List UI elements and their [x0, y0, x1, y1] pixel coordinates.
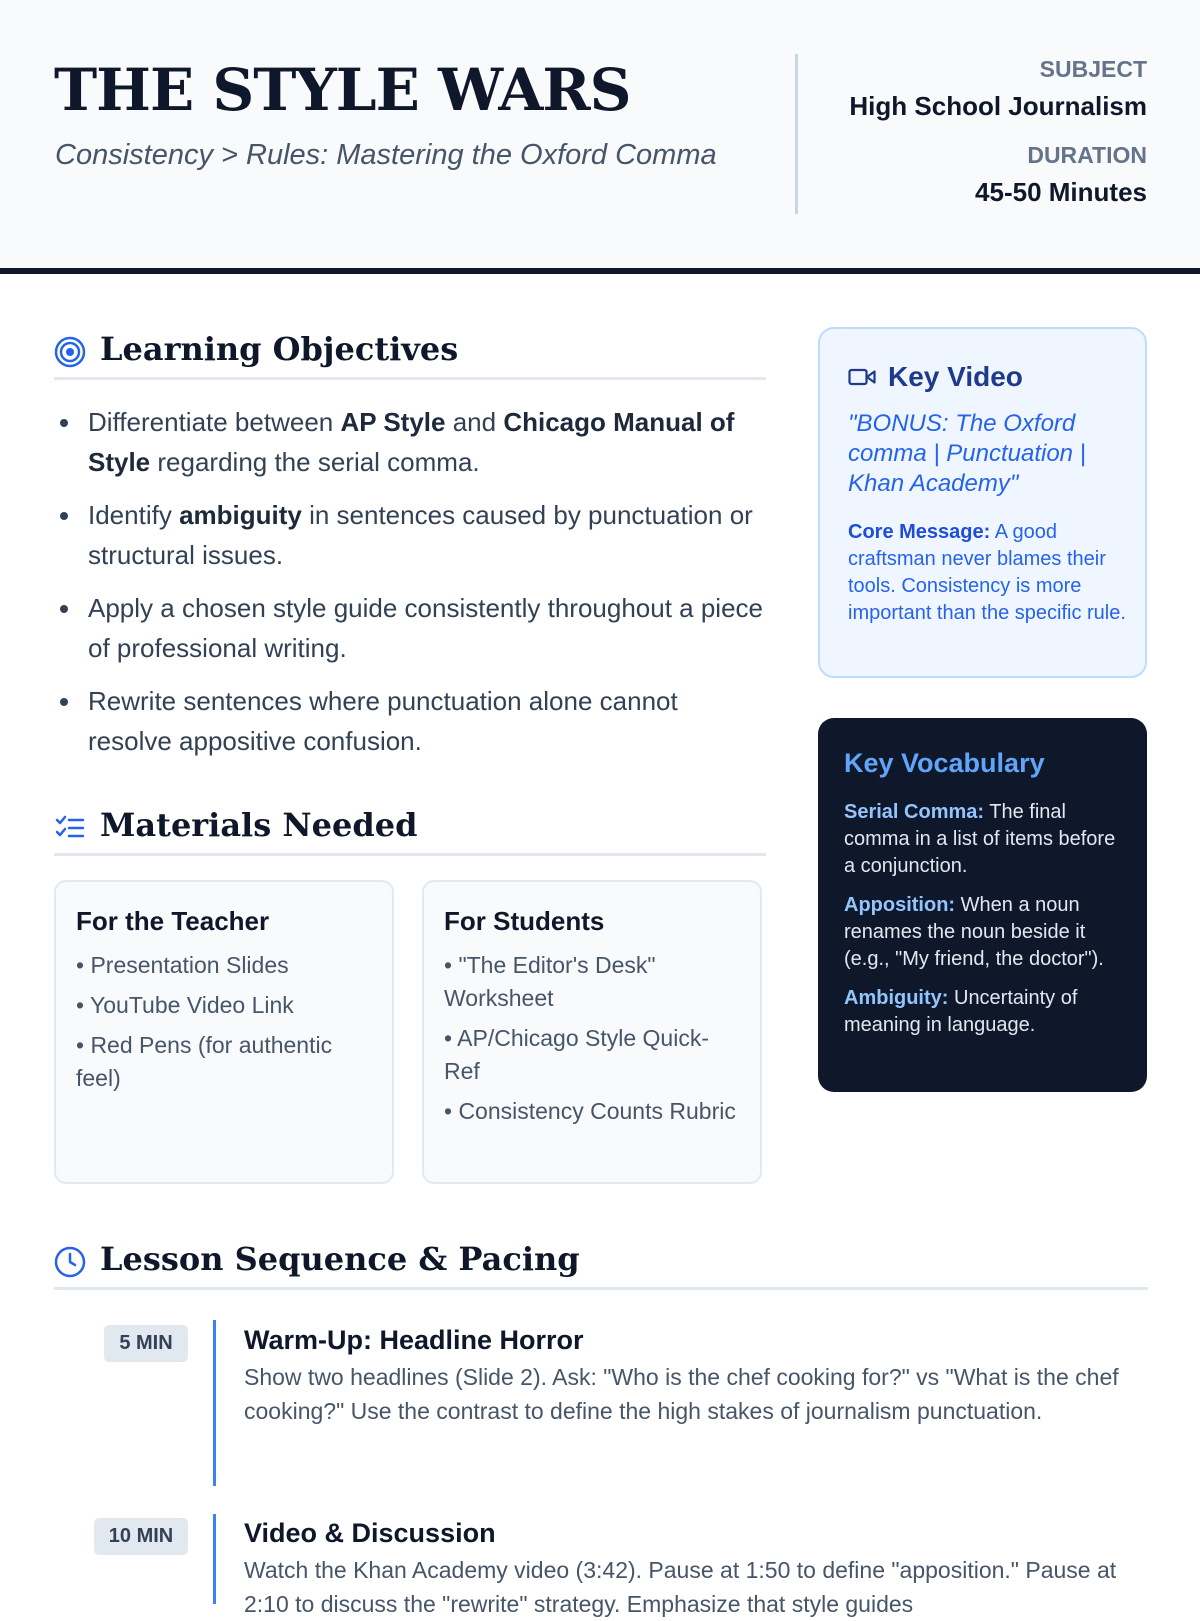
list-item: • "The Editor's Desk" Worksheet [444, 952, 656, 1011]
list-item: • Consistency Counts Rubric [444, 1098, 736, 1124]
time-badge: 5 MIN [104, 1325, 188, 1362]
page-subtitle: Consistency > Rules: Mastering the Oxford Comma [55, 139, 717, 171]
duration-block [975, 142, 1147, 208]
step-description: Show two headlines (Slide 2). Ask: "Who is the chef cooking for?" vs "What is the chef cooking?" Use the contrast to define the high stakes of journalism punctuation. [244, 1364, 1119, 1424]
header-divider [795, 54, 798, 214]
target-icon [54, 336, 86, 368]
list-item: • Presentation Slides [76, 952, 289, 978]
list-item: Apply a chosen style guide consistently throughout a piece of professional writing. [56, 588, 766, 668]
subject-value: High School Journalism [849, 91, 1147, 121]
list-item: • YouTube Video Link [76, 992, 294, 1018]
key-vocabulary-card [818, 718, 1147, 1092]
page-title: THE STYLE WARS [54, 56, 631, 124]
objectives-heading-text: Learning Objectives [100, 330, 459, 368]
vocab-item: Ambiguity: Uncertainty of meaning in language. [844, 987, 1078, 1036]
step-title: Video & Discussion [244, 1518, 496, 1548]
teacher-materials-card [54, 880, 394, 1184]
materials-heading [54, 806, 766, 856]
time-badge: 10 MIN [94, 1518, 188, 1555]
objectives-list [56, 402, 766, 774]
student-materials-title: For Students [444, 906, 605, 936]
subject-block [849, 56, 1147, 122]
video-icon [848, 367, 876, 387]
sequence-heading [54, 1240, 1148, 1290]
step-description: Watch the Khan Academy video (3:42). Pause at 1:50 to define "apposition." Pause at 2:10 to discuss the "rewrite" strategy. Emphasize that style guides [244, 1557, 1117, 1617]
key-video-card [818, 327, 1147, 678]
duration-value: 45-50 Minutes [975, 177, 1147, 207]
video-link-title[interactable]: "BONUS: The Oxford comma | Punctuation | Khan Academy" [848, 410, 1086, 497]
list-item: • Red Pens (for authentic feel) [76, 1032, 333, 1091]
objectives-heading [54, 330, 766, 380]
duration-label: DURATION [1027, 142, 1147, 168]
timeline-line [213, 1514, 216, 1604]
list-item: Differentiate between AP Style and Chicago Manual of Style regarding the serial comma. [56, 402, 766, 482]
lesson-header [0, 0, 1200, 274]
subject-label: SUBJECT [1039, 56, 1147, 82]
sequence-heading-text: Lesson Sequence & Pacing [100, 1240, 580, 1278]
vocab-item: Serial Comma: The final comma in a list of items before a conjunction. [844, 801, 1116, 877]
list-item: Rewrite sentences where punctuation alone cannot resolve appositive confusion. [56, 681, 766, 761]
key-video-title: Key Video [888, 361, 1023, 392]
checklist-icon [54, 812, 86, 844]
list-item: Identify ambiguity in sentences caused by punctuation or structural issues. [56, 495, 766, 575]
key-vocabulary-title: Key Vocabulary [844, 748, 1045, 778]
teacher-materials-title: For the Teacher [76, 906, 270, 936]
vocab-item: Apposition: When a noun renames the noun beside it (e.g., "My friend, the doctor"). [844, 894, 1104, 970]
core-message: Core Message: A good craftsman never blames their tools. Consistency is more important than the specific rule. [848, 521, 1126, 624]
step-title: Warm-Up: Headline Horror [244, 1325, 584, 1355]
list-item: • AP/Chicago Style Quick-Ref [444, 1025, 709, 1084]
student-materials-card [422, 880, 762, 1184]
materials-heading-text: Materials Needed [100, 806, 418, 844]
timeline-line [213, 1320, 216, 1486]
clock-icon [54, 1246, 86, 1278]
